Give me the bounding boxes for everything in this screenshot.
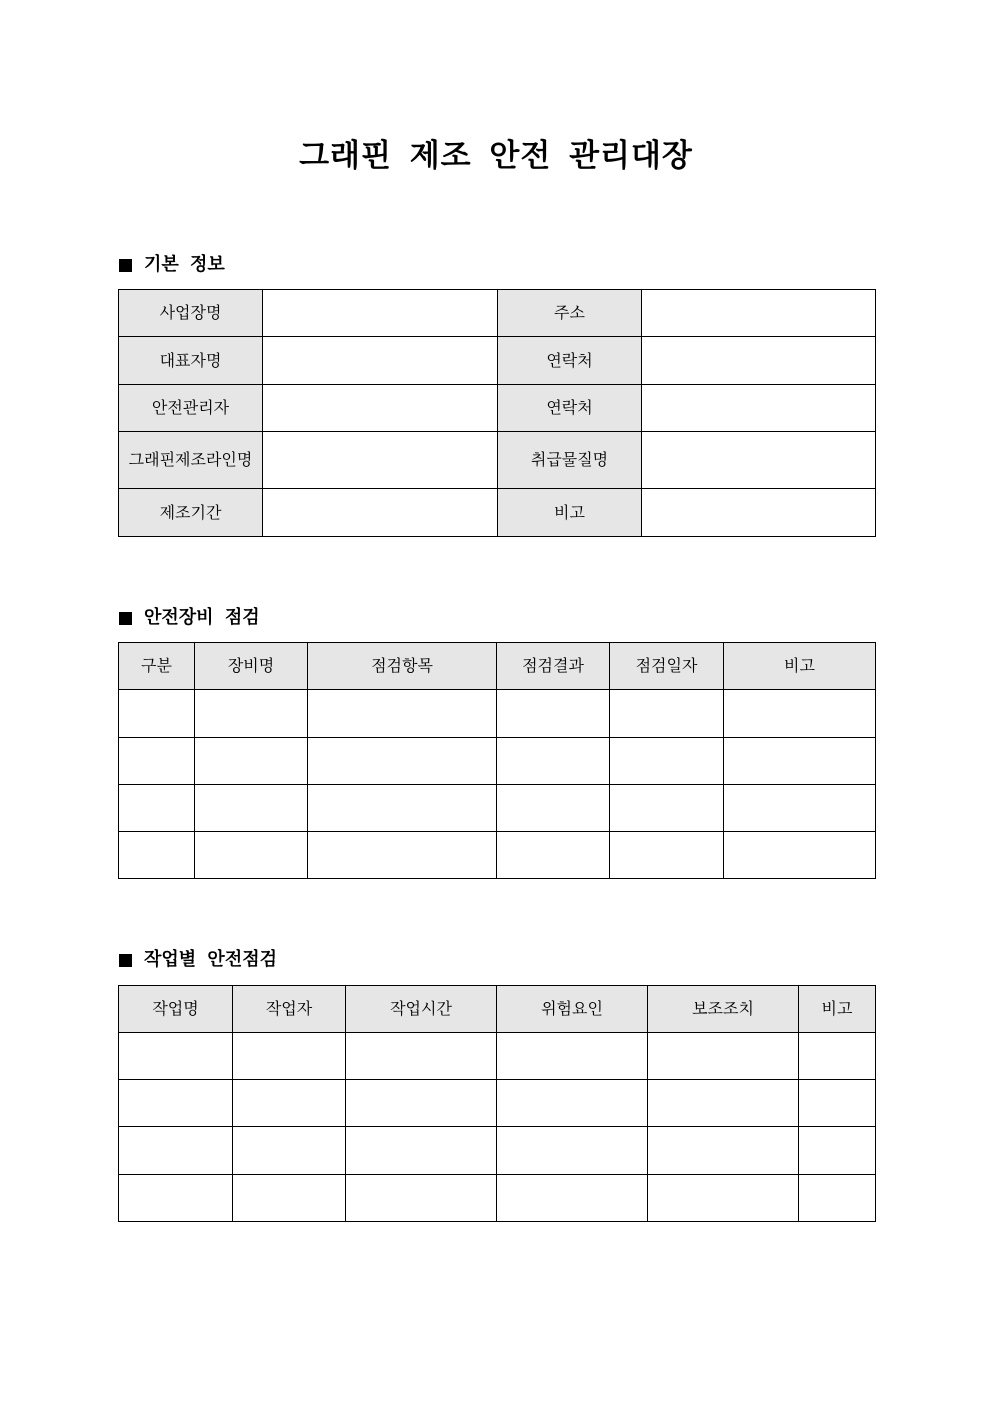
- column-header: 보조조치: [648, 986, 799, 1033]
- column-header: 비고: [799, 986, 876, 1033]
- table-cell[interactable]: [799, 1127, 876, 1175]
- document-title: 그래핀 제조 안전 관리대장: [299, 138, 693, 174]
- table-cell[interactable]: [724, 690, 876, 738]
- table-cell[interactable]: [497, 1127, 648, 1175]
- equipment-check-table: [118, 642, 876, 879]
- table-row: [119, 432, 876, 489]
- table-cell[interactable]: [119, 1175, 233, 1222]
- table-header-row: [119, 986, 876, 1033]
- section-heading-equipment-check: [119, 606, 260, 630]
- column-header: 위험요인: [497, 986, 648, 1033]
- table-cell[interactable]: [724, 785, 876, 832]
- table-cell[interactable]: [610, 785, 724, 832]
- table-cell[interactable]: [497, 690, 610, 738]
- section-heading-work-check: [119, 948, 277, 972]
- table-row: [119, 489, 876, 537]
- label-representative-contact: 연락처: [498, 337, 642, 385]
- table-cell[interactable]: [119, 832, 195, 879]
- table-cell[interactable]: [648, 1175, 799, 1222]
- section-heading-text: 안전장비 점검: [144, 607, 260, 628]
- table-cell[interactable]: [308, 738, 497, 785]
- section-heading-basic-info: [119, 253, 225, 277]
- table-cell[interactable]: [119, 1033, 233, 1080]
- work-safety-check-table: [118, 985, 876, 1222]
- table-cell[interactable]: [799, 1175, 876, 1222]
- square-bullet-icon: [119, 954, 132, 967]
- safety-manager-field[interactable]: [263, 385, 498, 432]
- column-header: 비고: [724, 643, 876, 690]
- table-cell[interactable]: [308, 785, 497, 832]
- column-header: 점검항목: [308, 643, 497, 690]
- table-cell[interactable]: [799, 1033, 876, 1080]
- column-header: 작업명: [119, 986, 233, 1033]
- table-row: [119, 738, 876, 785]
- table-cell[interactable]: [497, 1080, 648, 1127]
- table-cell[interactable]: [610, 832, 724, 879]
- table-row: [119, 785, 876, 832]
- label-manager-contact: 연락처: [498, 385, 642, 432]
- label-representative-name: 대표자명: [119, 337, 263, 385]
- basic-info-table: [118, 289, 876, 537]
- label-production-line-name: 그래핀제조라인명: [119, 432, 263, 489]
- label-remarks: 비고: [498, 489, 642, 537]
- table-cell[interactable]: [724, 738, 876, 785]
- table-row: [119, 1033, 876, 1080]
- table-cell[interactable]: [119, 738, 195, 785]
- table-cell[interactable]: [497, 832, 610, 879]
- table-row: [119, 290, 876, 337]
- table-row: [119, 1080, 876, 1127]
- table-cell[interactable]: [233, 1033, 346, 1080]
- table-cell[interactable]: [497, 1033, 648, 1080]
- label-safety-manager: 안전관리자: [119, 385, 263, 432]
- table-cell[interactable]: [233, 1175, 346, 1222]
- manufacturing-period-field[interactable]: [263, 489, 498, 537]
- table-row: [119, 690, 876, 738]
- square-bullet-icon: [119, 259, 132, 272]
- table-cell[interactable]: [799, 1080, 876, 1127]
- table-row: [119, 337, 876, 385]
- table-cell[interactable]: [610, 738, 724, 785]
- remarks-field[interactable]: [642, 489, 876, 537]
- substance-name-field[interactable]: [642, 432, 876, 489]
- representative-name-field[interactable]: [263, 337, 498, 385]
- table-cell[interactable]: [648, 1033, 799, 1080]
- section-heading-text: 작업별 안전점검: [144, 949, 277, 970]
- column-header: 작업시간: [346, 986, 497, 1033]
- column-header: 구분: [119, 643, 195, 690]
- table-cell[interactable]: [195, 690, 308, 738]
- table-cell[interactable]: [233, 1127, 346, 1175]
- column-header: 작업자: [233, 986, 346, 1033]
- column-header: 점검결과: [497, 643, 610, 690]
- table-cell[interactable]: [724, 832, 876, 879]
- table-cell[interactable]: [346, 1080, 497, 1127]
- label-substance-name: 취급물질명: [498, 432, 642, 489]
- square-bullet-icon: [119, 612, 132, 625]
- table-row: [119, 385, 876, 432]
- column-header: 장비명: [195, 643, 308, 690]
- table-cell[interactable]: [497, 738, 610, 785]
- table-cell[interactable]: [648, 1080, 799, 1127]
- representative-contact-field[interactable]: [642, 337, 876, 385]
- table-cell[interactable]: [346, 1033, 497, 1080]
- table-row: [119, 1175, 876, 1222]
- table-cell[interactable]: [119, 1080, 233, 1127]
- table-row: [119, 1127, 876, 1175]
- table-cell[interactable]: [195, 785, 308, 832]
- label-manufacturing-period: 제조기간: [119, 489, 263, 537]
- table-cell[interactable]: [346, 1175, 497, 1222]
- table-cell[interactable]: [497, 1175, 648, 1222]
- table-cell[interactable]: [119, 785, 195, 832]
- address-field[interactable]: [642, 290, 876, 337]
- table-cell[interactable]: [610, 690, 724, 738]
- table-header-row: [119, 643, 876, 690]
- label-workplace-name: 사업장명: [119, 290, 263, 337]
- section-heading-text: 기본 정보: [144, 254, 225, 275]
- table-cell[interactable]: [346, 1127, 497, 1175]
- production-line-name-field[interactable]: [263, 432, 498, 489]
- manager-contact-field[interactable]: [642, 385, 876, 432]
- table-cell[interactable]: [195, 738, 308, 785]
- table-cell[interactable]: [497, 785, 610, 832]
- table-cell[interactable]: [119, 690, 195, 738]
- label-address: 주소: [498, 290, 642, 337]
- table-cell[interactable]: [308, 690, 497, 738]
- table-cell[interactable]: [308, 832, 497, 879]
- table-row: [119, 832, 876, 879]
- workplace-name-field[interactable]: [263, 290, 498, 337]
- table-cell[interactable]: [648, 1127, 799, 1175]
- table-cell[interactable]: [195, 832, 308, 879]
- column-header: 점검일자: [610, 643, 724, 690]
- table-cell[interactable]: [233, 1080, 346, 1127]
- table-cell[interactable]: [119, 1127, 233, 1175]
